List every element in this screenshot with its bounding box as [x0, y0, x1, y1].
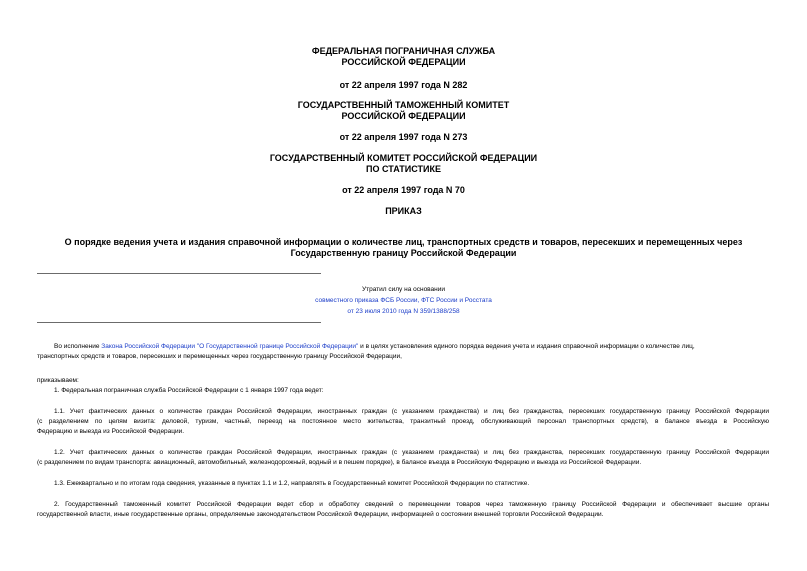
- intro-line2: транспортных средств и товаров, пересекших и перемещенных через государственную границу Российской Федерации,: [37, 353, 402, 360]
- status-note-line1: Утратил силу на основании: [361, 286, 446, 293]
- org-goskomstat-date-text: от 22 апреля 1997 года N 70: [342, 185, 465, 195]
- org-gtk-heading: [0, 100, 807, 122]
- paragraph-1-1-line1: 1.1. Учет фактических данных о количестве граждан Российской Федерации, иностранных граждан (с указанием гражданства) и лиц без гражданства, пересекших государственную границу Российской Федерации: [54, 408, 769, 415]
- intro-prefix: Во исполнение: [54, 343, 102, 350]
- paragraph-1-1-line3: Федерацию и выезда из Российской Федерации.: [37, 428, 185, 435]
- org-fps-date-text: от 22 апреля 1997 года N 282: [339, 80, 468, 90]
- order-word-text: приказываем:: [37, 377, 79, 384]
- paragraph-2-line2: государственной власти, иные государственные органы, определяемые законодательством Российской Федерации, информацией о состоянии внешней торговли Российской Федерации.: [37, 511, 604, 518]
- status-note: [300, 284, 507, 317]
- paragraph-1-2-line2: (с разделением по видам транспорта: авиационный, автомобильный, железнодорожный, водный и в пешем порядке), в балансе въезда в Российскую Федерацию и выезда из Российской Федерации.: [37, 459, 642, 466]
- org-goskomstat-date: [0, 185, 807, 196]
- paragraph-1-2: [37, 448, 769, 468]
- paragraph-1-1: [37, 407, 769, 437]
- doc-type-text: ПРИКАЗ: [385, 206, 422, 216]
- org-gtk-line1: ГОСУДАРСТВЕННЫЙ ТАМОЖЕННЫЙ КОМИТЕТ: [297, 100, 510, 110]
- doc-title: [0, 237, 807, 259]
- org-goskomstat-line1: ГОСУДАРСТВЕННЫЙ КОМИТЕТ РОССИЙСКОЙ ФЕДЕРАЦИИ: [269, 153, 538, 163]
- intro-line1: [37, 342, 769, 352]
- doc-title-line2: Государственную границу Российской Федерации: [290, 248, 517, 258]
- divider-bottom: [37, 322, 321, 323]
- org-fps-line2: РОССИЙСКОЙ ФЕДЕРАЦИИ: [341, 57, 466, 67]
- status-note-link-date[interactable]: от 23 июля 2010 года N 359/1388/258: [347, 308, 460, 315]
- org-fps-heading: [0, 46, 807, 68]
- paragraph-1-3-text: 1.3. Ежеквартально и по итогам года сведения, указанные в пунктах 1.1 и 1.2, направлять в Государственный комитет Российской Федерации по статистике.: [54, 480, 530, 487]
- order-word: [37, 376, 769, 386]
- org-fps-date: [0, 80, 807, 91]
- paragraph-1: [37, 386, 769, 396]
- org-gtk-date-text: от 22 апреля 1997 года N 273: [339, 132, 468, 142]
- doc-title-line1: О порядке ведения учета и издания справочной информации о количестве лиц, транспортных средств и товаров, пересекших и перемещенных через: [64, 237, 743, 247]
- divider-top: [37, 273, 321, 274]
- paragraph-2-line1: 2. Государственный таможенный комитет Российской Федерации ведет сбор и обработку сведений о перемещении товаров через таможенную границу Российской Федерации и обеспечивает высшие органы: [54, 501, 769, 508]
- paragraph-2: [37, 500, 769, 520]
- doc-type: [0, 206, 807, 217]
- org-fps-line1: ФЕДЕРАЛЬНАЯ ПОГРАНИЧНАЯ СЛУЖБА: [311, 46, 496, 56]
- org-gtk-line2: РОССИЙСКОЙ ФЕДЕРАЦИИ: [341, 111, 466, 121]
- paragraph-1-text: 1. Федеральная пограничная служба Российской Федерации с 1 января 1997 года ведет:: [54, 387, 324, 394]
- org-goskomstat-line2: ПО СТАТИСТИКЕ: [366, 164, 441, 174]
- paragraph-1-3: [37, 479, 769, 489]
- intro-line1-rest: и в целях установления единого порядка ведения учета и издания справочной информации о количестве лиц,: [358, 343, 695, 350]
- status-note-link[interactable]: совместного приказа ФСБ России, ФТС России и Росстата: [315, 297, 492, 304]
- org-gtk-date: [0, 132, 807, 143]
- intro-paragraph: [37, 342, 769, 362]
- paragraph-1-2-line1: 1.2. Учет фактических данных о количестве граждан Российской Федерации, иностранных граждан (с указанием гражданства) и лиц без гражданства, пересекших государственную границу Российской Федерации: [54, 449, 769, 456]
- law-link[interactable]: Закона Российской Федерации "О Государственной границе Российской Федерации": [101, 343, 359, 350]
- paragraph-1-1-line2: (с разделением по целям визита: деловой, туризм, частный, переезд на постоянное место жительства, транзитный проезд, обслуживающий персонал транспортных средств), в балансе въезда в Российскую: [37, 418, 769, 425]
- org-goskomstat-heading: [0, 153, 807, 175]
